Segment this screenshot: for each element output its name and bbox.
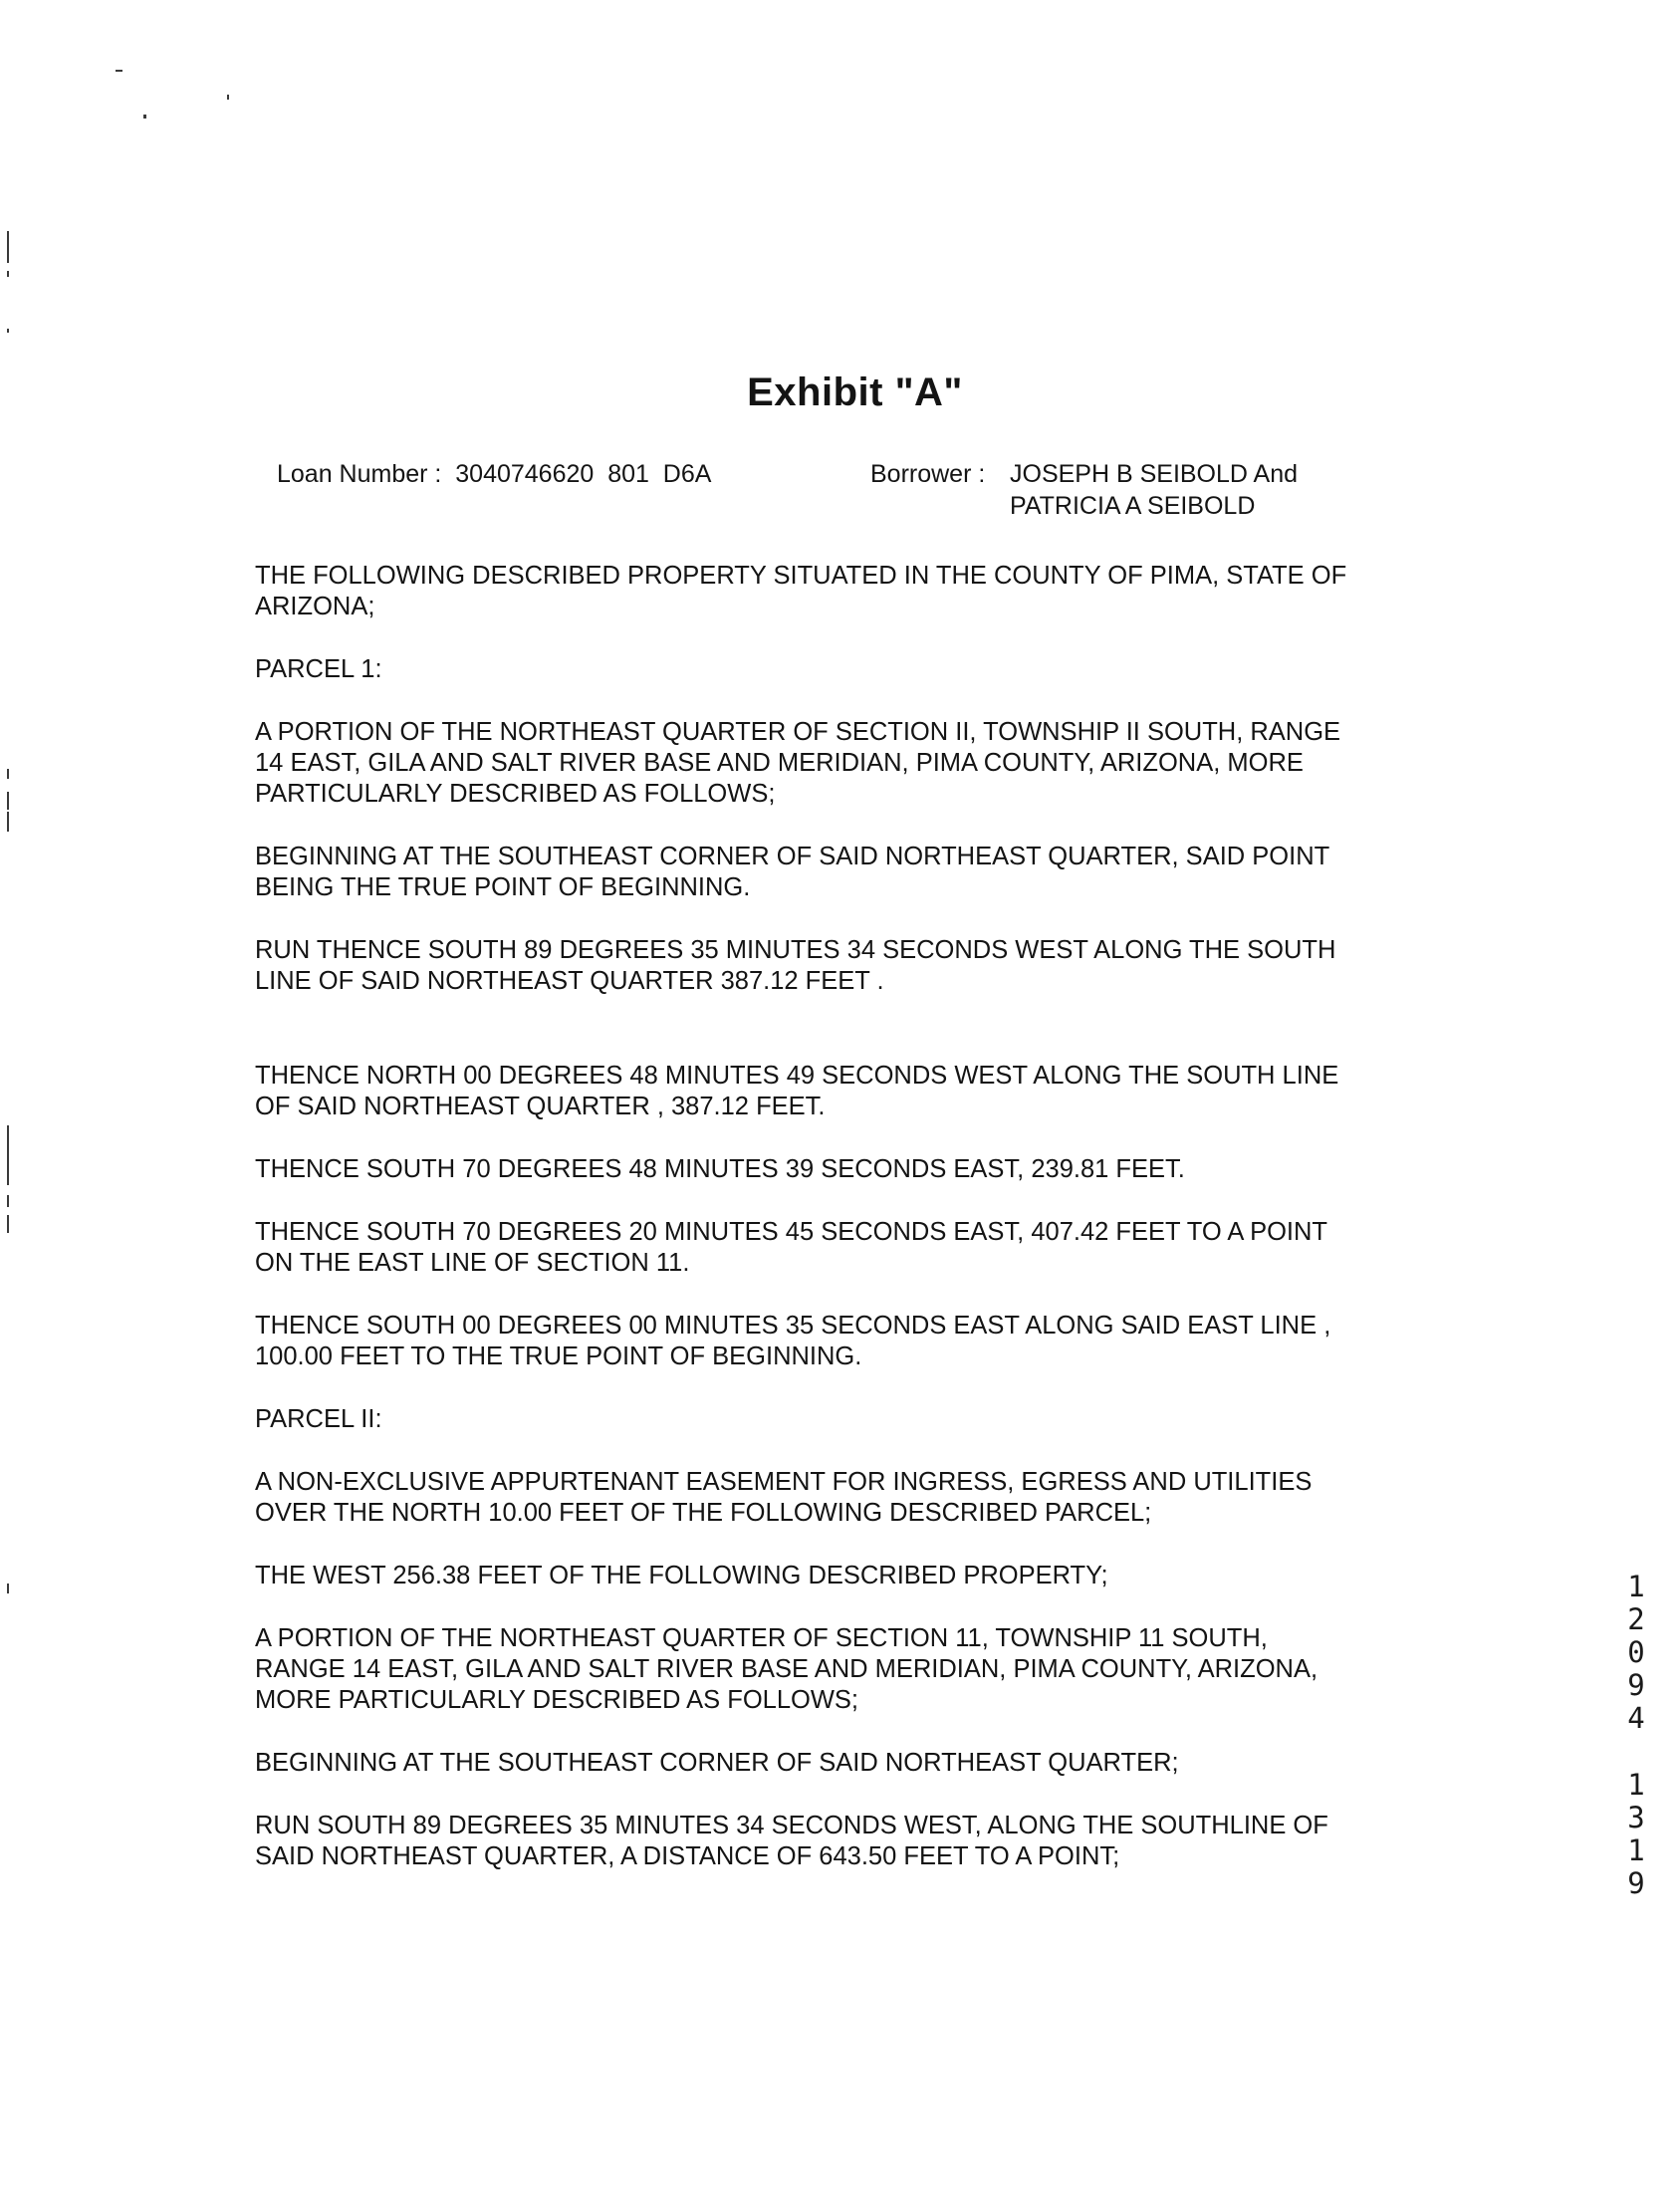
scan-artifact	[7, 792, 9, 810]
paragraph: THENCE NORTH 00 DEGREES 48 MINUTES 49 SECONDS WEST ALONG THE SOUTH LINE OF SAID NORTHEAST QUARTER , 387.12 FEET.	[255, 1062, 1339, 1120]
scan-artifact	[7, 271, 9, 277]
stamp-digit: 1	[1627, 1768, 1645, 1802]
stamp-digit: 4	[1627, 1701, 1645, 1735]
scan-artifact	[116, 70, 122, 72]
borrower-name-line: JOSEPH B SEIBOLD And	[1010, 460, 1299, 488]
paragraph: THENCE SOUTH 70 DEGREES 48 MINUTES 39 SECONDS EAST, 239.81 FEET.	[255, 1155, 1185, 1183]
scan-artifact	[7, 1215, 9, 1233]
scan-artifact	[7, 1125, 9, 1185]
stamp-digit: 0	[1627, 1635, 1645, 1669]
scan-artifact	[7, 812, 9, 832]
scan-artifact	[7, 329, 9, 333]
recording-stamp-number	[1621, 1571, 1651, 1900]
paragraph: BEGINNING AT THE SOUTHEAST CORNER OF SAID NORTHEAST QUARTER, SAID POINT BEING THE TRUE POINT OF BEGINNING.	[255, 843, 1330, 901]
scan-artifact	[227, 95, 229, 100]
paragraph: RUN SOUTH 89 DEGREES 35 MINUTES 34 SECONDS WEST, ALONG THE SOUTHLINE OF SAID NORTHEAST QUARTER, A DISTANCE OF 643.50 FEET TO A POINT;	[255, 1812, 1328, 1870]
stamp-digit: 9	[1627, 1668, 1645, 1702]
stamp-digit: 1	[1627, 1833, 1645, 1867]
stamp-digit: 2	[1627, 1602, 1645, 1636]
legal-description	[255, 561, 1480, 1904]
paragraph: A NON-EXCLUSIVE APPURTENANT EASEMENT FOR INGRESS, EGRESS AND UTILITIES OVER THE NORTH 10.00 FEET OF THE FOLLOWING DESCRIBED PARCEL;	[255, 1468, 1313, 1527]
stamp-digit: 1	[1627, 1570, 1645, 1603]
exhibit-title: Exhibit "A"	[747, 370, 963, 414]
borrower-name-line: PATRICIA A SEIBOLD	[1010, 492, 1256, 520]
parcel-heading: PARCEL II:	[255, 1405, 382, 1433]
paragraph: A PORTION OF THE NORTHEAST QUARTER OF SECTION II, TOWNSHIP II SOUTH, RANGE 14 EAST, GILA AND SALT RIVER BASE AND MERIDIAN, PIMA COUNTY, ARIZONA, MORE PARTICULARLY DESCRIBED AS FOLLOWS;	[255, 718, 1341, 808]
paragraph: THENCE SOUTH 70 DEGREES 20 MINUTES 45 SECONDS EAST, 407.42 FEET TO A POINT ON THE EAST LINE OF SECTION 11.	[255, 1218, 1328, 1277]
paragraph: RUN THENCE SOUTH 89 DEGREES 35 MINUTES 34 SECONDS WEST ALONG THE SOUTH LINE OF SAID NORTHEAST QUARTER 387.12 FEET .	[255, 936, 1336, 995]
scan-artifact	[7, 769, 9, 779]
loan-number: Loan Number : 3040746620 801 D6A	[277, 460, 712, 488]
scan-artifact	[7, 1584, 9, 1593]
scan-artifact	[143, 115, 146, 119]
paragraph: A PORTION OF THE NORTHEAST QUARTER OF SECTION 11, TOWNSHIP 11 SOUTH, RANGE 14 EAST, GILA AND SALT RIVER BASE AND MERIDIAN, PIMA COUNTY, ARIZONA, MORE PARTICULARLY DESCRIBED AS FOLLOWS;	[255, 1624, 1319, 1714]
borrower-label: Borrower :	[870, 460, 986, 488]
scan-artifact	[7, 231, 9, 263]
paragraph: THENCE SOUTH 00 DEGREES 00 MINUTES 35 SECONDS EAST ALONG SAID EAST LINE , 100.00 FEET TO THE TRUE POINT OF BEGINNING.	[255, 1312, 1331, 1370]
stamp-digit: 9	[1627, 1866, 1645, 1900]
stamp-digit: 3	[1627, 1801, 1645, 1834]
paragraph: BEGINNING AT THE SOUTHEAST CORNER OF SAID NORTHEAST QUARTER;	[255, 1749, 1179, 1777]
scan-artifact	[7, 1195, 9, 1207]
stamp-spacer	[1621, 1735, 1651, 1769]
parcel-heading: PARCEL 1:	[255, 655, 382, 683]
paragraph: THE WEST 256.38 FEET OF THE FOLLOWING DESCRIBED PROPERTY;	[255, 1562, 1108, 1589]
paragraph: THE FOLLOWING DESCRIBED PROPERTY SITUATED IN THE COUNTY OF PIMA, STATE OF ARIZONA;	[255, 562, 1347, 620]
